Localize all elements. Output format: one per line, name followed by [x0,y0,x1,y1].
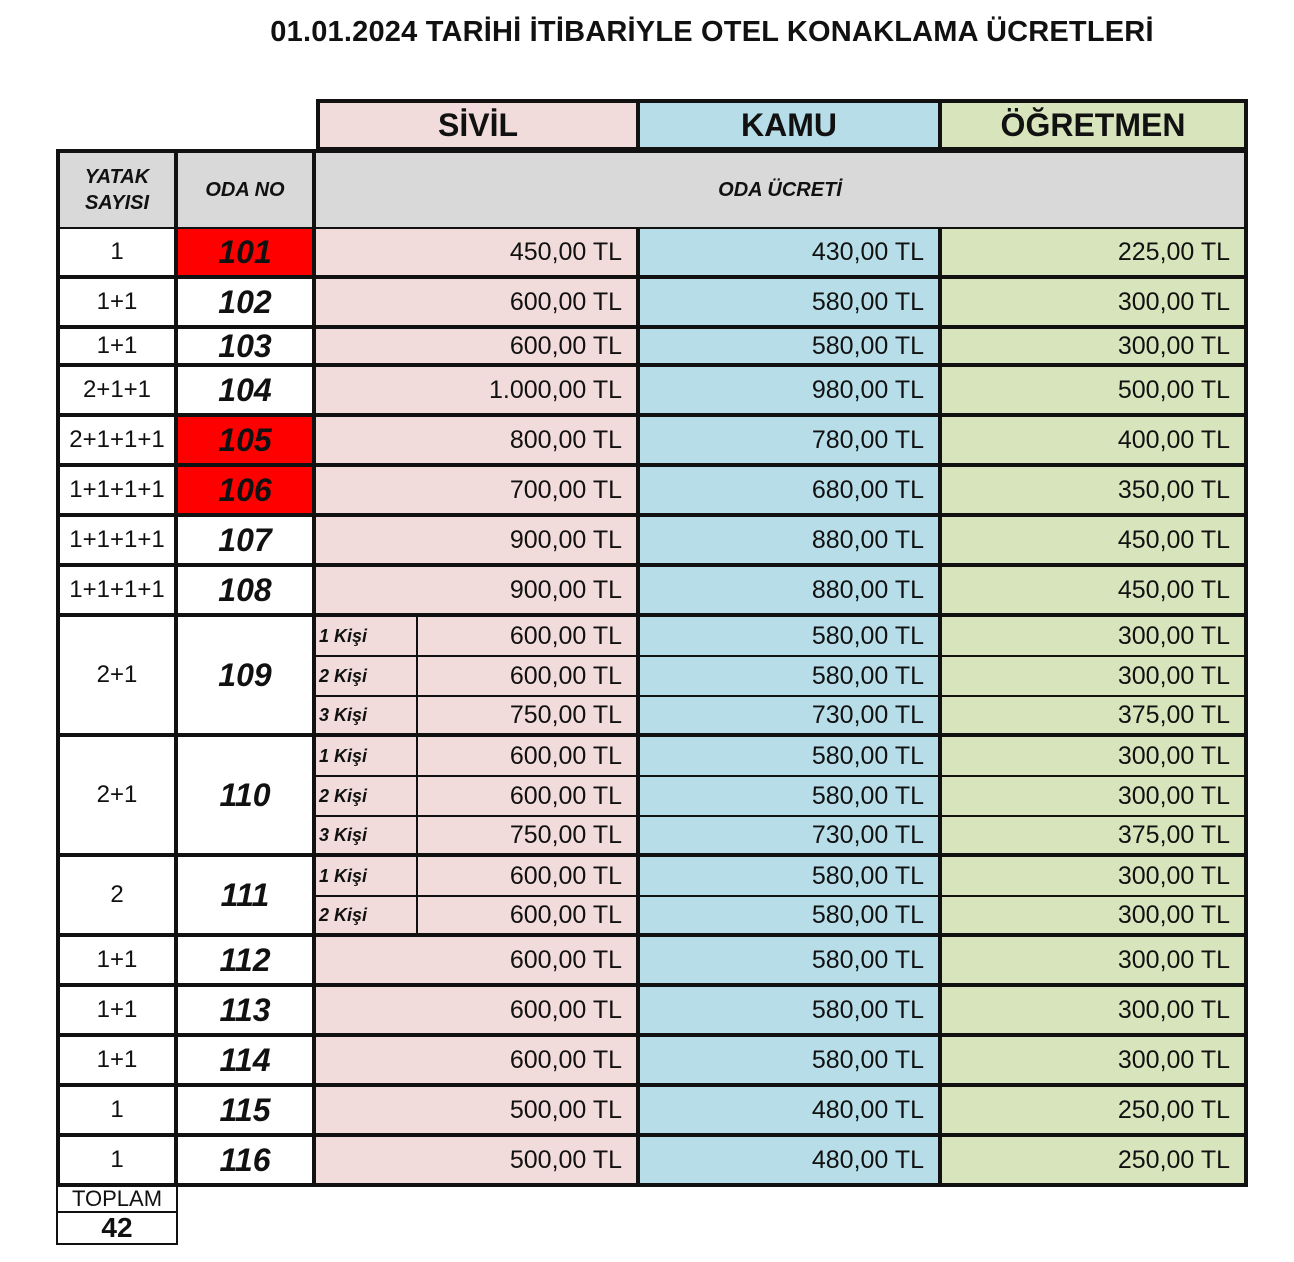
price-ogretmen-text: 375,00 TL [1117,820,1230,849]
price-ogretmen-text: 225,00 TL [1117,237,1230,266]
bed-count [56,329,178,367]
bed-count [56,567,178,617]
price-kamu-text: 680,00 TL [811,475,924,504]
price-kamu-text: 980,00 TL [811,375,924,404]
bed-count-text: 1+1 [96,1046,138,1073]
header-yatak-sayisi-text: YATAK SAYISI [84,166,150,214]
bed-count-text: 2+1 [96,661,138,688]
price-kamu [640,857,942,897]
price-kamu-text: 580,00 TL [811,945,924,974]
price-sivil-text: 600,00 TL [509,1045,622,1074]
price-ogretmen-text: 300,00 TL [1117,900,1230,929]
price-sivil-text: 1.000,00 TL [489,375,622,404]
price-kamu-text: 780,00 TL [811,425,924,454]
room-number-text: 103 [218,329,272,364]
price-kamu [640,417,942,467]
price-sivil-text: 700,00 TL [509,475,622,504]
person-count-label [316,697,418,737]
price-kamu [640,897,942,937]
bed-count [56,467,178,517]
price-sivil-text: 600,00 TL [509,661,622,690]
room-number [178,617,316,737]
category-ogretmen [942,99,1248,151]
price-ogretmen [942,617,1248,657]
person-count-label [316,737,418,777]
price-kamu [640,1087,942,1137]
price-sivil [316,937,640,987]
price-ogretmen-text: 400,00 TL [1117,425,1230,454]
room-number-text: 111 [220,876,270,913]
price-sivil [316,279,640,329]
room-number-text: 116 [219,1141,271,1178]
price-kamu-text: 480,00 TL [811,1095,924,1124]
price-kamu-text: 580,00 TL [811,661,924,690]
price-ogretmen [942,467,1248,517]
category-ogretmen-text: ÖĞRETMEN [1000,106,1186,143]
price-kamu-text: 430,00 TL [811,237,924,266]
price-kamu [640,697,942,737]
bed-count-text: 2+1+1 [82,376,152,403]
price-ogretmen-text: 300,00 TL [1117,995,1230,1024]
room-number-text: 108 [218,571,272,608]
total-label [56,1187,178,1213]
price-sivil [418,657,640,697]
price-sivil-text: 800,00 TL [509,425,622,454]
bed-count-text: 2+1 [96,781,138,808]
person-count-label-text: 2 Kişi [319,785,368,806]
price-kamu [640,517,942,567]
bed-count [56,229,178,279]
price-ogretmen [942,1087,1248,1137]
bed-count [56,1037,178,1087]
price-ogretmen [942,517,1248,567]
price-kamu [640,617,942,657]
category-kamu-text: KAMU [741,106,837,143]
price-kamu-text: 580,00 TL [811,1045,924,1074]
price-kamu [640,817,942,857]
room-number-text: 114 [219,1041,271,1078]
room-number [178,857,316,937]
price-ogretmen-text: 300,00 TL [1117,861,1230,890]
price-ogretmen-text: 450,00 TL [1117,525,1230,554]
price-kamu [640,987,942,1037]
price-ogretmen [942,857,1248,897]
room-number-text: 115 [219,1091,271,1128]
price-ogretmen [942,279,1248,329]
price-sivil-text: 900,00 TL [509,575,622,604]
price-ogretmen-text: 300,00 TL [1117,331,1230,360]
price-sivil [316,567,640,617]
price-sivil [316,987,640,1037]
person-count-label-text: 1 Kişi [319,625,368,646]
price-ogretmen [942,817,1248,857]
price-kamu-text: 580,00 TL [811,900,924,929]
bed-count-text: 2 [110,881,124,908]
bed-count-text: 1+1+1+1 [69,576,165,603]
price-ogretmen [942,1037,1248,1087]
room-number-text: 113 [219,991,271,1028]
room-number [178,279,316,329]
bed-count-text: 1+1 [96,332,138,359]
person-count-label [316,657,418,697]
bed-count [56,937,178,987]
person-count-label-text: 3 Kişi [319,704,368,725]
price-ogretmen-text: 300,00 TL [1117,781,1230,810]
price-sivil-text: 600,00 TL [509,621,622,650]
price-kamu-text: 730,00 TL [811,700,924,729]
price-sivil-text: 600,00 TL [509,781,622,810]
price-ogretmen [942,737,1248,777]
bed-count-text: 1+1+1+1 [69,526,165,553]
room-number [178,517,316,567]
price-ogretmen-text: 300,00 TL [1117,1045,1230,1074]
price-sivil [316,517,640,567]
price-kamu [640,1137,942,1187]
price-ogretmen-text: 450,00 TL [1117,575,1230,604]
price-kamu-text: 880,00 TL [811,575,924,604]
price-ogretmen-text: 300,00 TL [1117,287,1230,316]
price-kamu [640,1037,942,1087]
category-sivil [316,99,640,151]
price-sivil-text: 450,00 TL [509,237,622,266]
price-sivil [418,777,640,817]
price-sivil-text: 600,00 TL [509,331,622,360]
price-sivil [418,817,640,857]
price-sivil [316,417,640,467]
price-sivil-text: 600,00 TL [509,945,622,974]
room-number-text: 105 [218,421,272,458]
price-kamu [640,657,942,697]
bed-count [56,367,178,417]
room-number-text: 106 [218,471,272,508]
total-label-text: TOPLAM [71,1187,163,1211]
price-ogretmen [942,329,1248,367]
room-number [178,737,316,857]
price-sivil [316,1137,640,1187]
room-number-text: 101 [218,233,272,270]
person-count-label-text: 2 Kişi [319,904,368,925]
bed-count-text: 1+1+1+1 [69,476,165,503]
person-count-label-text: 1 Kişi [319,865,368,886]
price-kamu-text: 580,00 TL [811,781,924,810]
price-kamu [640,567,942,617]
price-ogretmen [942,417,1248,467]
header-oda-ucreti-text: ODA ÜCRETİ [718,179,842,201]
room-number-text: 110 [219,776,271,813]
category-kamu [640,99,942,151]
price-kamu [640,229,942,279]
price-ogretmen [942,229,1248,279]
price-ogretmen [942,897,1248,937]
price-sivil-text: 750,00 TL [509,700,622,729]
header-oda-ucreti [316,149,1248,231]
price-ogretmen-text: 250,00 TL [1117,1145,1230,1174]
person-count-label-text: 3 Kişi [319,824,368,845]
price-sivil-text: 500,00 TL [509,1095,622,1124]
price-ogretmen-text: 300,00 TL [1117,621,1230,650]
price-kamu-text: 880,00 TL [811,525,924,554]
room-number-text: 107 [218,521,272,558]
room-number-text: 102 [218,283,272,320]
bed-count-text: 1+1 [96,288,138,315]
price-sivil-text: 600,00 TL [509,995,622,1024]
price-kamu-text: 580,00 TL [811,331,924,360]
room-number [178,367,316,417]
price-ogretmen-text: 500,00 TL [1117,375,1230,404]
bed-count [56,1137,178,1187]
room-number [178,987,316,1037]
person-count-label [316,617,418,657]
room-number [178,417,316,467]
bed-count-text: 1 [110,1096,124,1123]
price-sivil-text: 900,00 TL [509,525,622,554]
bed-count [56,1087,178,1137]
price-kamu-text: 580,00 TL [811,287,924,316]
person-count-label-text: 1 Kişi [319,745,368,766]
header-yatak-sayisi [56,149,178,231]
room-number [178,1037,316,1087]
price-ogretmen [942,937,1248,987]
room-number [178,567,316,617]
price-ogretmen-text: 300,00 TL [1117,741,1230,770]
price-ogretmen [942,367,1248,417]
price-ogretmen [942,987,1248,1037]
bed-count-text: 1 [110,238,124,265]
bed-count [56,987,178,1037]
room-number [178,229,316,279]
price-ogretmen-text: 350,00 TL [1117,475,1230,504]
room-number [178,467,316,517]
room-number-text: 112 [219,941,271,978]
category-sivil-text: SİVİL [437,106,518,143]
room-number [178,1137,316,1187]
price-kamu [640,279,942,329]
price-sivil [418,737,640,777]
person-count-label-text: 2 Kişi [319,665,368,686]
price-kamu-text: 580,00 TL [811,861,924,890]
room-number-text: 109 [218,656,272,693]
price-ogretmen-text: 300,00 TL [1117,661,1230,690]
total-value-text: 42 [101,1213,133,1243]
price-sivil-text: 600,00 TL [509,741,622,770]
price-ogretmen-text: 375,00 TL [1117,700,1230,729]
price-sivil-text: 600,00 TL [509,287,622,316]
price-kamu-text: 580,00 TL [811,621,924,650]
price-sivil-text: 600,00 TL [509,861,622,890]
room-number [178,329,316,367]
price-kamu [640,367,942,417]
price-kamu-text: 580,00 TL [811,741,924,770]
header-oda-no-text: ODA NO [205,179,285,201]
price-sivil [316,367,640,417]
price-kamu [640,777,942,817]
price-ogretmen-text: 250,00 TL [1117,1095,1230,1124]
price-sivil [418,697,640,737]
person-count-label [316,777,418,817]
price-ogretmen [942,697,1248,737]
bed-count [56,737,178,857]
bed-count-text: 2+1+1+1 [69,426,165,453]
price-kamu [640,467,942,517]
price-sivil [316,1087,640,1137]
price-sivil [316,329,640,367]
room-number-text: 104 [218,371,272,408]
person-count-label [316,857,418,897]
bed-count-text: 1+1 [96,946,138,973]
price-sivil [316,229,640,279]
person-count-label [316,817,418,857]
room-number [178,1087,316,1137]
price-kamu-text: 730,00 TL [811,820,924,849]
price-kamu [640,329,942,367]
person-count-label [316,897,418,937]
price-sivil [418,857,640,897]
page-title: 01.01.2024 TARİHİ İTİBARİYLE OTEL KONAKLAMA ÜCRETLERİ [270,16,1154,48]
bed-count [56,279,178,329]
price-kamu [640,937,942,987]
price-kamu [640,737,942,777]
price-sivil [418,897,640,937]
price-sivil-text: 750,00 TL [509,820,622,849]
header-oda-no [178,149,316,231]
price-kamu-text: 480,00 TL [811,1145,924,1174]
price-ogretmen [942,1137,1248,1187]
price-ogretmen [942,657,1248,697]
price-ogretmen [942,777,1248,817]
price-sivil-text: 600,00 TL [509,900,622,929]
price-kamu-text: 580,00 TL [811,995,924,1024]
price-sivil [316,1037,640,1087]
bed-count [56,857,178,937]
total-value [56,1213,178,1245]
bed-count [56,517,178,567]
price-sivil [316,467,640,517]
price-ogretmen-text: 300,00 TL [1117,945,1230,974]
bed-count [56,617,178,737]
bed-count [56,417,178,467]
price-sivil [418,617,640,657]
room-number [178,937,316,987]
bed-count-text: 1 [110,1146,124,1173]
price-ogretmen [942,567,1248,617]
bed-count-text: 1+1 [96,996,138,1023]
price-sivil-text: 500,00 TL [509,1145,622,1174]
